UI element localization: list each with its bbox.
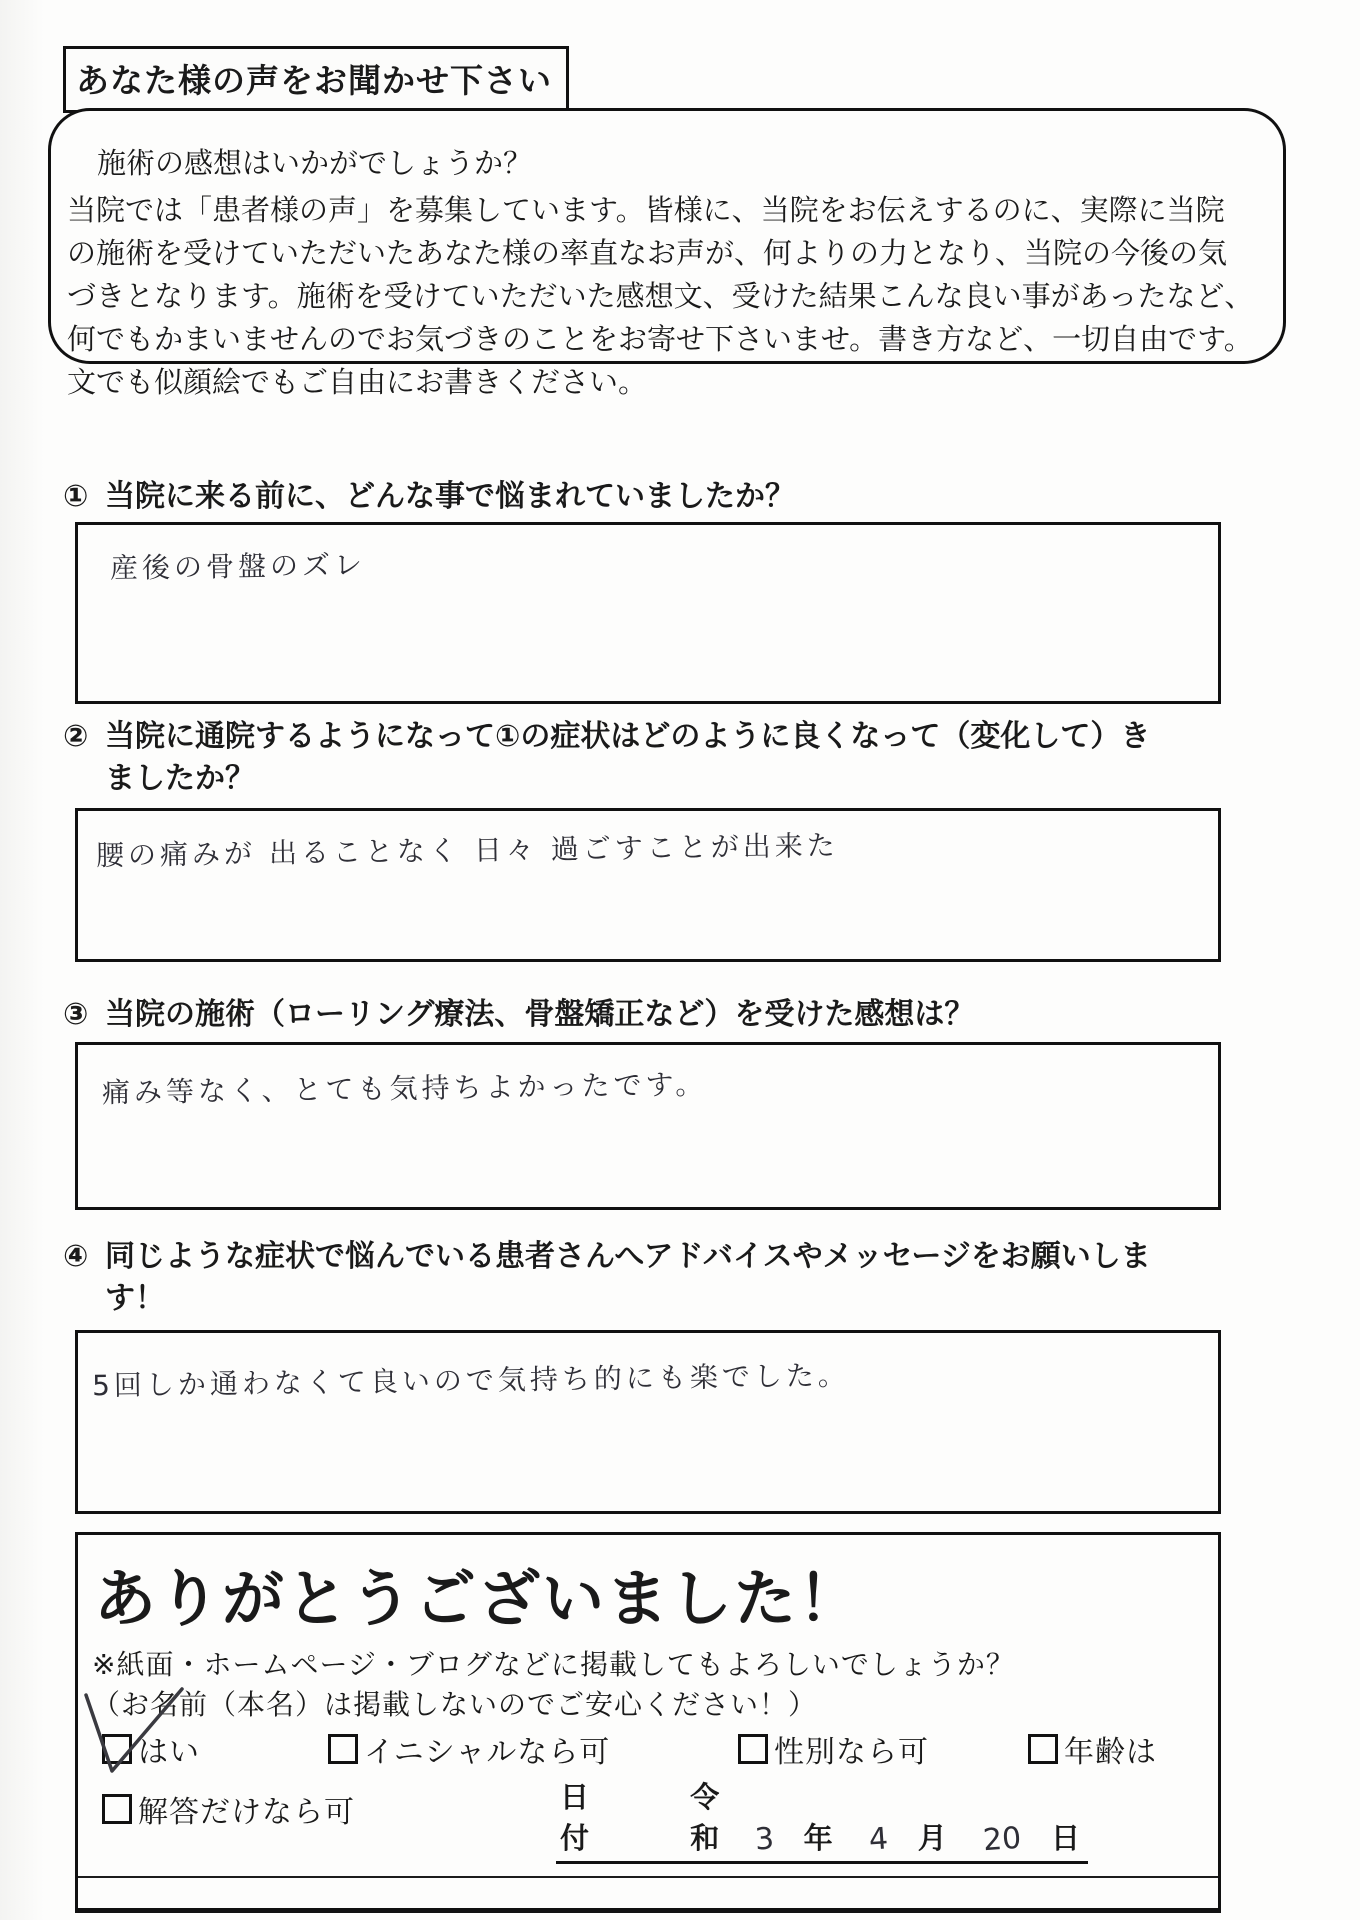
checkbox-initials-ok [328,1734,358,1764]
date-day-handwritten: 20 [981,1820,1023,1859]
question-3 [63,994,974,1036]
intro-body-line: づきとなります。施術を受けていただいた感想文、受けた結果こんな良い事があったなど、 [67,281,1254,313]
option-initials-ok-label: イニシャルなら可 [364,1736,611,1769]
question-4-label: 同じような症状で悩んでいる患者さんへアドバイスやメッセージをお願いしま [105,1240,1151,1273]
scan-edge-shadow [0,0,44,1920]
intro-body-line: 文でも似顔絵でもご自由にお書きください。 [67,367,648,399]
answer-4-handwriting: 5回しか通わなくて良いので気持ち的にも楽でした。 [91,1358,851,1403]
question-4-number: ④ [63,1240,89,1273]
question-1-number: ① [63,480,89,513]
answer-1-handwriting: 産後の骨盤のズレ [109,548,367,585]
question-2 [63,716,1150,800]
page-title: あなた様の声をお聞かせ下さい [63,46,569,113]
option-initials-ok [328,1727,610,1771]
question-1-label: 当院に来る前に、どんな事で悩まれていましたか？ [105,480,795,513]
answer-box-3 [75,1042,1221,1210]
question-4-label: す！ [105,1282,165,1315]
date-month-unit: 月 [917,1823,947,1855]
date-row [556,1775,1088,1864]
intro-box [48,108,1286,399]
question-3-number: ③ [63,998,89,1031]
question-2-label: 当院に通院するようになって①の症状はどのように良くなって（変化して）き [105,720,1151,753]
answer-box-1 [75,522,1221,704]
checkbox-answers-only-ok [102,1794,132,1824]
answer-3-handwriting: 痛み等なく、とても気持ちよかったです。 [101,1067,708,1110]
option-answers-only-ok [102,1787,355,1831]
question-2-number: ② [63,720,89,753]
footer-box [75,1532,1221,1913]
option-yes [102,1727,200,1771]
checkbox-age [1028,1734,1058,1764]
option-answers-only-ok-label: 解答だけなら可 [138,1796,355,1829]
question-3-label: 当院の施術（ローリング療法、骨盤矯正など）を受けた感想は？ [105,998,975,1031]
option-gender-ok-label: 性別なら可 [774,1736,929,1769]
date-era: 令和 [690,1782,720,1855]
intro-body-line: 当院では「患者様の声」を募集しています。皆様に、当院をお伝えするのに、実際に当院 [67,195,1225,227]
footer-divider-line [78,1876,1218,1878]
date-day-unit: 日 [1050,1823,1080,1855]
checkbox-gender-ok [738,1734,768,1764]
privacy-note: （お名前（本名）は掲載しないのでご安心ください！） [92,1689,818,1720]
question-4 [63,1236,1151,1320]
question-1 [63,476,795,518]
question-2-label: ましたか？ [105,762,255,795]
date-year-handwritten: 3 [753,1821,775,1858]
intro-body-line: 何でもかまいませんのでお気づきのことをお寄せ下さいませ。書き方など、一切自由です。 [67,324,1253,356]
publish-permission-question: ※紙面・ホームページ・ブログなどに掲載してもよろしいでしょうか？ [92,1649,1015,1680]
option-age-label: 年齢は [1064,1736,1157,1769]
intro-heading: 施術の感想はいかがでしょうか？ [97,148,533,180]
answer-2-handwriting: 腰の痛みが 出ることなく 日々 過ごすことが出来た [95,828,839,873]
date-label: 日付 [560,1782,590,1855]
intro-body-line: の施術を受けていただいたあなた様の率直なお声が、何よりの力となり、当院の今後の気 [67,238,1228,270]
option-age [1028,1727,1157,1771]
thanks-heading: ありがとうございました！ [94,1565,863,1634]
date-year-unit: 年 [803,1823,833,1855]
option-yes-label: はい [138,1736,200,1769]
answer-box-2 [75,808,1221,962]
option-gender-ok [738,1727,929,1771]
answer-box-4 [75,1330,1221,1514]
date-month-handwritten: 4 [867,1821,889,1858]
checkbox-yes [102,1734,132,1764]
